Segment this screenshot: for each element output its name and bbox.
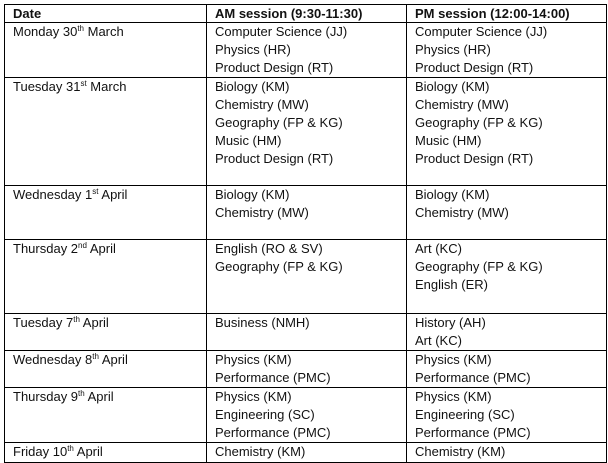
exam-entry: Performance (PMC)	[215, 370, 331, 385]
date-text: Monday 30	[13, 24, 78, 39]
pm-session-cell	[407, 443, 607, 463]
date-month: April	[73, 444, 103, 459]
timetable-container	[4, 4, 606, 463]
date-text: Tuesday 7	[13, 315, 74, 330]
table-row	[5, 240, 607, 314]
am-session-cell	[207, 351, 407, 388]
pm-session-cell	[407, 388, 607, 443]
pm-session-cell	[407, 240, 607, 314]
am-session-header: AM session (9:30-11:30)	[207, 5, 407, 23]
pm-session-cell	[407, 351, 607, 388]
date-month: April	[84, 389, 114, 404]
date-month: April	[79, 315, 109, 330]
exam-entry: Product Design (RT)	[215, 60, 334, 75]
date-ordinal-suffix: th	[92, 352, 99, 361]
exam-entry: Chemistry (KM)	[215, 444, 306, 459]
date-month: March	[84, 24, 124, 39]
exam-entry: Computer Science (JJ)	[215, 24, 348, 39]
timetable-body	[5, 23, 607, 463]
date-month: April	[98, 187, 128, 202]
exam-entry: Physics (HR)	[215, 42, 291, 57]
date-header: Date	[5, 5, 207, 23]
exam-entry: Geography (FP & KG)	[215, 115, 343, 130]
pm-session-header: PM session (12:00-14:00)	[407, 5, 607, 23]
date-ordinal-suffix: nd	[78, 241, 87, 250]
date-ordinal-suffix: st	[92, 187, 99, 196]
date-ordinal-suffix: th	[77, 24, 84, 33]
pm-session-cell	[407, 23, 607, 78]
exam-entry: Physics (HR)	[415, 42, 491, 57]
exam-entry: Physics (KM)	[215, 352, 292, 367]
date-text: Wednesday 1	[13, 187, 93, 202]
date-cell	[5, 314, 207, 351]
date-month: April	[98, 352, 128, 367]
pm-session-cell	[407, 186, 607, 240]
table-row	[5, 23, 607, 78]
date-ordinal-suffix: th	[73, 315, 80, 324]
exam-entry: Music (HM)	[415, 133, 482, 148]
header-row	[5, 5, 607, 23]
am-session-cell	[207, 388, 407, 443]
exam-entry: Business (NMH)	[215, 315, 310, 330]
exam-entry: English (ER)	[415, 277, 488, 292]
exam-entry: Art (KC)	[415, 333, 462, 348]
exam-entry: Engineering (SC)	[215, 407, 315, 422]
exam-entry: Physics (KM)	[215, 389, 292, 404]
pm-session-cell	[407, 78, 607, 186]
exam-timetable	[4, 4, 607, 463]
date-ordinal-suffix: th	[78, 389, 85, 398]
date-cell	[5, 23, 207, 78]
date-month: March	[86, 79, 127, 94]
exam-entry: Chemistry (MW)	[415, 205, 509, 220]
exam-entry: Performance (PMC)	[415, 425, 531, 440]
table-row	[5, 78, 607, 186]
exam-entry: Product Design (RT)	[215, 151, 334, 166]
am-session-cell	[207, 314, 407, 351]
exam-entry: Physics (KM)	[415, 389, 492, 404]
exam-entry: Chemistry (MW)	[215, 205, 309, 220]
pm-session-cell	[407, 314, 607, 351]
exam-entry: English (RO & SV)	[215, 241, 323, 256]
date-ordinal-suffix: th	[67, 444, 74, 453]
date-cell	[5, 78, 207, 186]
exam-entry: Geography (FP & KG)	[415, 259, 543, 274]
date-text: Friday 10	[13, 444, 68, 459]
am-session-cell	[207, 23, 407, 78]
exam-entry: Chemistry (KM)	[415, 444, 506, 459]
exam-entry: Performance (PMC)	[215, 425, 331, 440]
exam-entry: Biology (KM)	[215, 79, 290, 94]
date-text: Wednesday 8	[13, 352, 93, 367]
exam-entry: Engineering (SC)	[415, 407, 515, 422]
exam-entry: Physics (KM)	[415, 352, 492, 367]
exam-entry: Geography (FP & KG)	[415, 115, 543, 130]
date-month: April	[86, 241, 116, 256]
date-cell	[5, 388, 207, 443]
exam-entry: Performance (PMC)	[415, 370, 531, 385]
date-ordinal-suffix: st	[80, 79, 87, 88]
exam-entry: Chemistry (MW)	[215, 97, 309, 112]
exam-entry: Product Design (RT)	[415, 151, 534, 166]
exam-entry: Biology (KM)	[415, 79, 490, 94]
am-session-cell	[207, 78, 407, 186]
exam-entry: Art (KC)	[415, 241, 462, 256]
table-row	[5, 388, 607, 443]
table-row	[5, 186, 607, 240]
table-row	[5, 443, 607, 463]
am-session-cell	[207, 240, 407, 314]
date-cell	[5, 443, 207, 463]
exam-entry: Geography (FP & KG)	[215, 259, 343, 274]
date-text: Thursday 2	[13, 241, 79, 256]
date-cell	[5, 351, 207, 388]
exam-entry: Music (HM)	[215, 133, 282, 148]
date-cell	[5, 186, 207, 240]
table-row	[5, 314, 607, 351]
date-cell	[5, 240, 207, 314]
am-session-cell	[207, 443, 407, 463]
exam-entry: Computer Science (JJ)	[415, 24, 548, 39]
date-text: Thursday 9	[13, 389, 79, 404]
exam-entry: Chemistry (MW)	[415, 97, 509, 112]
table-row	[5, 351, 607, 388]
date-text: Tuesday 31	[13, 79, 81, 94]
exam-entry: Biology (KM)	[415, 187, 490, 202]
am-session-cell	[207, 186, 407, 240]
exam-entry: Biology (KM)	[215, 187, 290, 202]
exam-entry: History (AH)	[415, 315, 486, 330]
exam-entry: Product Design (RT)	[415, 60, 534, 75]
